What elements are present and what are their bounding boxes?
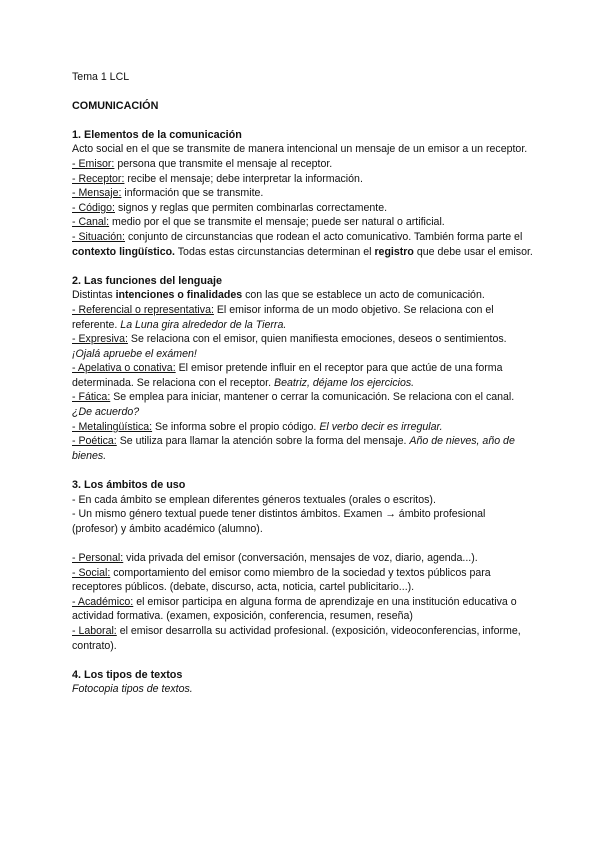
- example-text: Año de nieves, año de bienes.: [72, 435, 515, 462]
- list-item: [72, 201, 534, 216]
- term-text: Se utiliza para llamar la atención sobre la forma del mensaje.: [116, 435, 410, 448]
- term-text: medio por el que se transmite el mensaje; puede ser natural o artificial.: [109, 216, 445, 229]
- section-intro: [72, 288, 534, 303]
- term-text: conjunto de circunstancias que rodean el acto comunicativo. También forma parte el: [125, 230, 523, 243]
- section-title: 4. Los tipos de textos: [72, 668, 183, 681]
- section-intro: Acto social en el que se transmite de manera intencional un mensaje de un emisor a un receptor.: [72, 143, 528, 156]
- term-label: - Mensaje:: [72, 187, 122, 200]
- list-item: [72, 551, 534, 566]
- term-label: - Expresiva:: [72, 333, 128, 346]
- document-title: COMUNICACIÓN: [72, 99, 159, 112]
- section-elementos: [72, 128, 534, 259]
- list-item: [72, 390, 534, 419]
- list-item: [72, 230, 534, 259]
- term-label: - Laboral:: [72, 624, 117, 637]
- term-label: - Referencial o representativa:: [72, 303, 214, 316]
- term-label: - Apelativa o conativa:: [72, 362, 176, 375]
- term-text: Se relaciona con el emisor, quien manifiesta emociones, deseos o sentimientos.: [127, 333, 507, 346]
- intro-text: con las que se establece un acto de comunicación.: [242, 289, 485, 302]
- term-text: Se informa sobre el propio código.: [152, 420, 320, 433]
- term-label: - Emisor:: [72, 157, 115, 170]
- document-page: [72, 70, 534, 697]
- example-text: ¿De acuerdo?: [72, 406, 140, 419]
- topic-header: Tema 1 LCL: [72, 71, 130, 83]
- list-item: [72, 332, 534, 361]
- term-label: - Metalingüística:: [72, 420, 153, 433]
- section-note: Fotocopia tipos de textos.: [72, 683, 193, 696]
- list-item: [72, 624, 534, 653]
- body-line: - Un mismo género textual puede tener distintos ámbitos. Examen → ámbito profesional (profesor) y ámbito académico (alumno).: [72, 508, 486, 535]
- term-text: El emisor pretende influir en el receptor para que actúe de una forma determinada. Se relaciona con el receptor.: [72, 362, 503, 389]
- intro-text: Distintas: [72, 289, 116, 302]
- term-text: Se emplea para iniciar, mantener o cerrar la comunicación. Se relaciona con el canal.: [110, 391, 515, 404]
- list-item: [72, 215, 534, 230]
- term-label: - Situación:: [72, 230, 125, 243]
- section-title: 1. Elementos de la comunicación: [72, 128, 242, 141]
- list-item: [72, 157, 534, 172]
- term-text: comportamiento del emisor como miembro de la sociedad y textos públicos para receptores públicos. (debate, discurso, acta, noticia, cartel publicitario...).: [72, 566, 491, 594]
- term-label: - Canal:: [72, 216, 110, 229]
- list-item: [72, 303, 534, 332]
- example-text: Beatriz, déjame los ejercicios.: [274, 376, 415, 389]
- list-item: [72, 566, 534, 595]
- term-text: información que se transmite.: [121, 187, 264, 200]
- term-text: signos y reglas que permiten combinarlas correctamente.: [115, 201, 388, 214]
- term-text: el emisor desarrolla su actividad profesional. (exposición, videoconferencias, informe, contrato).: [72, 624, 521, 652]
- list-item: [72, 420, 534, 435]
- bold-phrase: registro: [374, 245, 414, 258]
- example-text: ¡Ojalá apruebe el exámen!: [72, 347, 197, 360]
- term-text: el emisor participa en alguna forma de aprendizaje en una institución educativa o actividad formativa. (examen, exposición, conferencia, resumen, reseña): [72, 595, 517, 623]
- list-item: [72, 595, 534, 624]
- list-item: [72, 186, 534, 201]
- body-line: - En cada ámbito se emplean diferentes géneros textuales (orales o escritos).: [72, 493, 436, 506]
- term-text: que debe usar el emisor.: [413, 245, 533, 258]
- term-label: - Fática:: [72, 391, 111, 404]
- section-title: 3. Los ámbitos de uso: [72, 479, 186, 492]
- term-label: - Académico:: [72, 595, 134, 608]
- example-text: La Luna gira alrededor de la Tierra.: [120, 318, 287, 331]
- section-tipos-textos: [72, 668, 534, 697]
- example-text: El verbo decir es irregular.: [319, 420, 443, 433]
- term-text: vida privada del emisor (conversación, mensajes de voz, diario, agenda...).: [123, 552, 478, 564]
- term-label: - Personal:: [72, 552, 124, 564]
- bold-phrase: intenciones o finalidades: [115, 289, 243, 302]
- term-text: recibe el mensaje; debe interpretar la información.: [124, 172, 363, 185]
- section-title: 2. Las funciones del lenguaje: [72, 274, 222, 287]
- list-item: [72, 361, 534, 390]
- term-label: - Receptor:: [72, 172, 125, 185]
- term-text: persona que transmite el mensaje al receptor.: [114, 157, 333, 170]
- term-text: El emisor informa de un modo objetivo. Se relaciona con el referente.: [72, 303, 494, 331]
- term-text: Todas estas circunstancias determinan el: [175, 245, 375, 258]
- term-label: - Código:: [72, 201, 115, 214]
- section-funciones: [72, 274, 534, 464]
- list-item: [72, 434, 534, 463]
- section-ambitos: [72, 478, 534, 653]
- blank-line: [72, 536, 534, 551]
- term-label: - Poética:: [72, 435, 117, 448]
- list-item: [72, 172, 534, 187]
- bold-phrase: contexto lingüístico.: [72, 245, 175, 258]
- term-label: - Social:: [72, 566, 111, 579]
